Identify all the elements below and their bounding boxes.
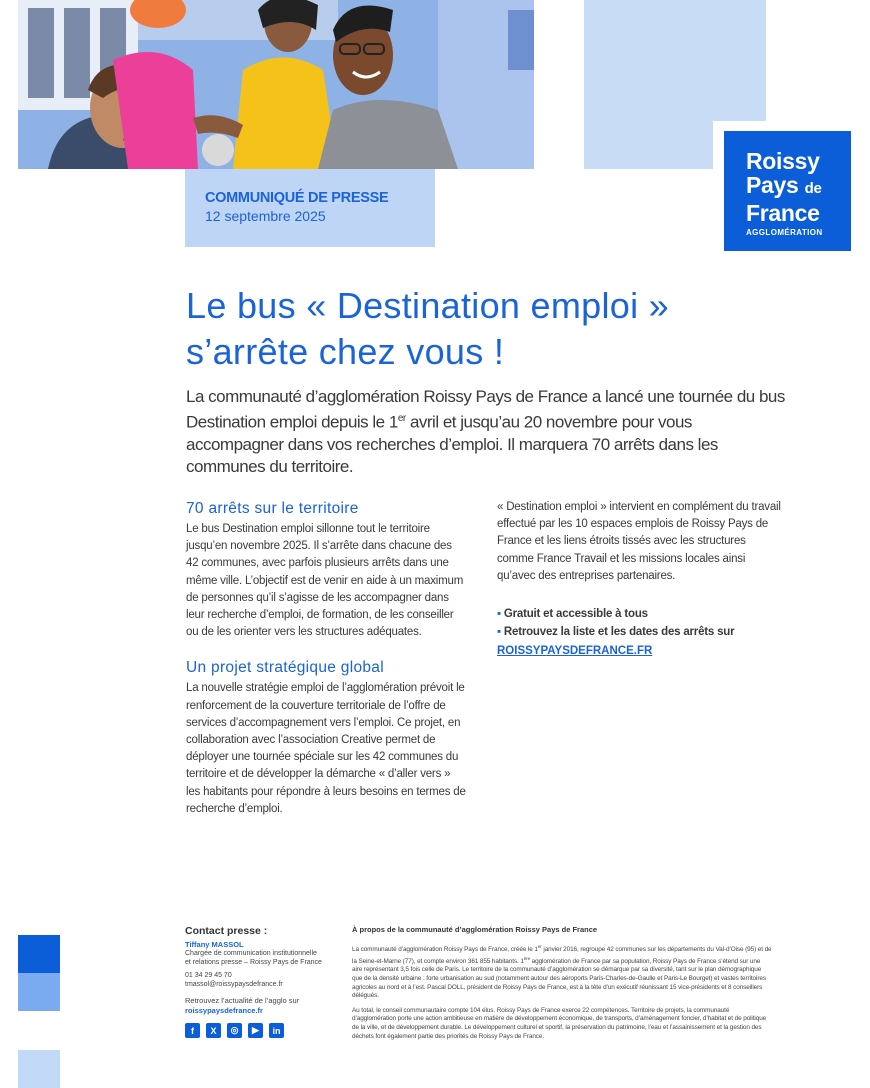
contact-email[interactable]: tmassol@roissypaysdefrance.fr <box>185 981 283 988</box>
logo-line-3: France <box>746 200 820 226</box>
decorative-square-dark <box>18 935 60 973</box>
contact-role-1: Chargée de communication institutionnelle <box>185 950 317 957</box>
roissy-pays-de-france-logo <box>724 131 851 251</box>
section-1-text: Le bus Destination emploi sillonne tout le territoire jusqu’en novembre 2025. Il s’arrête dans chacune des 42 communes, avec parfois plusieurs arrêts dans une même ville. L’objectif est de venir en aide à un maximum de personnes qu’il s’agisse de les accompagner dans leur recherche d’emploi, de formation, de les conseiller ou de les orienter vers les structures adéquates. <box>186 523 464 639</box>
about-paragraph-2: Au total, le conseil communautaire compte 104 élus. Roissy Pays de France exerce 22 compétences. Territoire de projets, la communauté d’agglomération porte une action ambitieuse en matière de développement économique, de transports, d’aménagement foncier, d’habitat et de politique de la ville, et de développement durable. Le développement culturel et sportif, la préservation du patrimoine, l’eau et l’assainissement et la gestion des déchets font également partie des priorités de Roissy Pays de France. <box>352 1006 767 1040</box>
lead-part-2: avril et jusqu’au 20 novembre pour vous accompagner dans vos recherches d’emploi. Il marquera 70 arrêts dans les communes du territoire. <box>186 412 718 476</box>
contact-role-2: et relations presse – Roissy Pays de France <box>185 959 322 966</box>
contact-name: Tiffany MASSOL <box>185 940 244 949</box>
bullet-free <box>497 605 782 623</box>
decorative-square-light <box>18 1050 60 1088</box>
people-at-bus-illustration <box>18 0 534 169</box>
linkedin-icon[interactable]: in <box>269 1023 284 1038</box>
about-p1-b: janvier 2016, regroupe 42 communes sur les départements du Val-d’Oise (95) et de la Seine-et-Marne (77), et compte environ 361 855 habitants. 1 <box>352 946 772 965</box>
section-2-text: La nouvelle stratégie emploi de l’agglomération prévoit le renforcement de la couverture territoriale de l’offre de services d’accompagnement vers l’emploi. Ce projet, en collaboration avec l’association Creative permet de déployer une tournée spéciale sur les 42 communes du territoire et de développer la démarche « d’aller vers » les habitants pour répondre à leurs besoins en termes de recherche d’emploi. <box>186 682 466 815</box>
header-white-strip <box>534 0 584 169</box>
contact-title: Contact presse : <box>185 925 268 937</box>
logo-line-2 <box>746 173 851 201</box>
about-p1-sup2: ère <box>523 955 530 961</box>
press-release-date: 12 septembre 2025 <box>205 208 326 224</box>
site-link[interactable]: roissypaysdefrance.fr <box>185 1006 263 1015</box>
bullet-list-link-text: Retrouvez la liste et les dates des arrêts sur <box>503 626 735 639</box>
logo-line-2-de: de <box>804 180 822 197</box>
instagram-icon[interactable]: ◎ <box>227 1023 242 1038</box>
logo-subtitle: AGGLOMÉRATION <box>746 228 823 237</box>
bullet-marker: ▪ <box>497 626 501 639</box>
left-column <box>186 500 466 818</box>
page-title-line-2: s’arrête chez vous ! <box>186 331 505 372</box>
page-title-line-1: Le bus « Destination emploi » <box>186 285 669 326</box>
bullet-marker: ▪ <box>497 608 501 621</box>
contact-phone: 01 34 29 45 70 <box>185 972 232 979</box>
press-release-title: COMMUNIQUÉ DE PRESSE <box>205 190 389 206</box>
press-release-box <box>185 169 435 247</box>
page-title <box>186 283 806 375</box>
x-twitter-icon[interactable]: X <box>206 1023 221 1038</box>
section-2-title: Un projet stratégique global <box>186 659 384 677</box>
about-p1-sup1: er <box>537 944 542 949</box>
lead-sup: er <box>397 413 406 424</box>
youtube-icon[interactable]: ▶ <box>248 1023 263 1038</box>
about-title: À propos de la communauté d’agglomération Roissy Pays de France <box>352 925 598 934</box>
header-photo-illustration <box>18 0 534 169</box>
section-1-title: 70 arrêts sur le territoire <box>186 500 359 517</box>
facebook-icon[interactable]: f <box>185 1023 200 1038</box>
social-icons <box>185 1023 335 1038</box>
follow-text: Retrouvez l’actualité de l’agglo sur <box>185 996 300 1005</box>
about-section <box>352 925 772 1041</box>
bullet-free-text: Gratuit et accessible à tous <box>503 608 648 621</box>
decorative-square-mid <box>18 973 60 1011</box>
website-link[interactable]: ROISSYPAYSDEFRANCE.FR <box>497 645 653 658</box>
press-contact <box>185 925 335 1038</box>
about-paragraph-1 <box>352 943 772 1001</box>
about-p1-c: agglomération de France par sa population, Roissy Pays de France s’étend sur une aire représentant 3,5 fois celle de Paris. Le territoire de la communauté d’agglomération se démarque par sa diversité, tant sur le plan démographique que de la densité urbaine : forte urbanisation au sud (notamment autour des aéroports Paris-Charles-de-Gaulle et Paris-Le Bourget) et vastes territoires agricoles au nord et à l’est. Pascal DOLL, président de Roissy Pays de France, est à la tête d’un exécutif réunissant 15 vice-présidents et 8 conseillers délégués. <box>352 957 766 1000</box>
logo-line-2-text: Pays <box>746 172 799 198</box>
right-column-text: « Destination emploi » intervient en complément du travail effectué par les 10 espaces emplois de Roissy Pays de France et les liens étroits tissés avec les structures comme France Travail et les missions locales ainsi qu’avec des entreprises partenaires. <box>497 501 781 582</box>
lead-part-1: La communauté d’agglomération Roissy Pays de France a lancé une tournée du bus Destination emploi depuis le 1 <box>186 387 785 432</box>
lead-paragraph <box>186 386 786 478</box>
bullet-list <box>497 605 782 659</box>
logo-line-1: Roissy <box>746 148 820 174</box>
bullet-list-link <box>497 623 782 641</box>
about-p1-a: La communauté d’agglomération Roissy Pays de France, créée le 1 <box>352 946 538 954</box>
right-column <box>497 499 782 659</box>
